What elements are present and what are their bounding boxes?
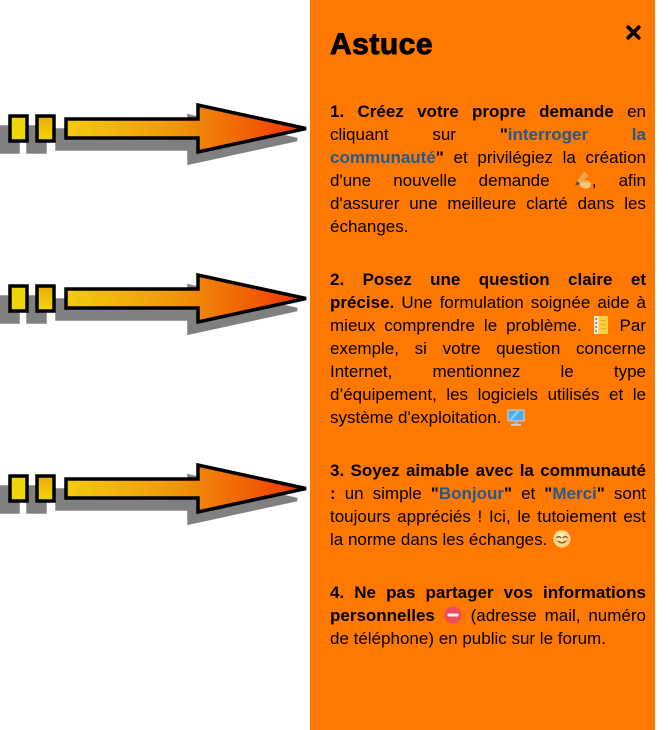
- writing-hand-icon: [572, 170, 592, 190]
- close-button[interactable]: [622, 21, 644, 43]
- tip-text-segment: et privilégiez la création d'une nouvelle demande: [330, 148, 646, 190]
- tip-text-segment: Une formulation soignée aide à mieux comprendre le problème.: [330, 293, 646, 335]
- tip-text-segment: ": [435, 148, 444, 167]
- arrow-dash-2: [37, 476, 54, 501]
- tip-paragraph-4: [330, 581, 646, 650]
- tip-text-segment: ": [544, 484, 553, 503]
- no-entry-icon: [443, 605, 463, 625]
- decorative-arrow-2: [0, 265, 312, 337]
- tip-text-segment: (adresse mail, numéro de téléphone) en public sur le forum.: [330, 606, 646, 648]
- astuce-panel: [310, 0, 655, 730]
- arrow-graphic: [0, 95, 312, 167]
- tip-text-segment: ": [499, 125, 508, 144]
- tip-text-segment: Par exemple, si votre question concerne Internet, mentionnez le type d’équipement, les logiciels utilisés et le système d'exploitation.: [330, 316, 646, 427]
- tip-paragraph-3: [330, 459, 646, 551]
- tip-text-segment: sont toujours appréciés ! Ici, le tutoiement est la norme dans les échanges.: [330, 484, 647, 549]
- arrow-graphic: [0, 455, 312, 527]
- arrow-dash-1: [10, 286, 27, 311]
- decorative-arrow-3: [0, 455, 312, 527]
- tip-text-segment: ": [596, 484, 605, 503]
- tip-text-segment: un simple: [335, 484, 431, 503]
- arrow-dash-1: [10, 476, 27, 501]
- arrow-dash-1: [10, 116, 27, 141]
- notepad-icon: [591, 315, 611, 335]
- inline-link-text: Bonjour: [438, 484, 504, 503]
- arrow-graphic: [0, 265, 312, 337]
- tip-paragraph-1: [330, 100, 646, 238]
- tip-text-segment: , afin d'assurer une meilleure clarté dans les échanges.: [330, 171, 646, 236]
- smiley-icon: [552, 529, 572, 549]
- inline-link-text: Merci: [552, 484, 597, 503]
- inline-link-text: interroger la communauté: [330, 125, 646, 167]
- tip-text-segment: 2. Posez une question claire et précise.: [330, 270, 646, 312]
- tip-paragraph-2: [330, 268, 646, 429]
- arrow-dash-2: [37, 116, 54, 141]
- desktop-icon: [506, 407, 526, 427]
- tips-container: [330, 100, 646, 650]
- tip-text-segment: ": [430, 484, 439, 503]
- arrow-dash-2: [37, 286, 54, 311]
- panel-title: Astuce: [330, 28, 434, 61]
- tip-text-segment: 1. Créez votre propre demande: [330, 102, 614, 121]
- tip-text-segment: ": [504, 484, 513, 503]
- close-icon: [625, 24, 642, 41]
- decorative-arrow-1: [0, 95, 312, 167]
- tip-text-segment: 4. Ne pas partager vos informations personnelles: [330, 583, 646, 625]
- tip-text-segment: 3. Soyez aimable avec la communauté :: [330, 461, 646, 503]
- tip-text-segment: en cliquant sur: [330, 102, 646, 144]
- tip-text-segment: et: [512, 484, 545, 503]
